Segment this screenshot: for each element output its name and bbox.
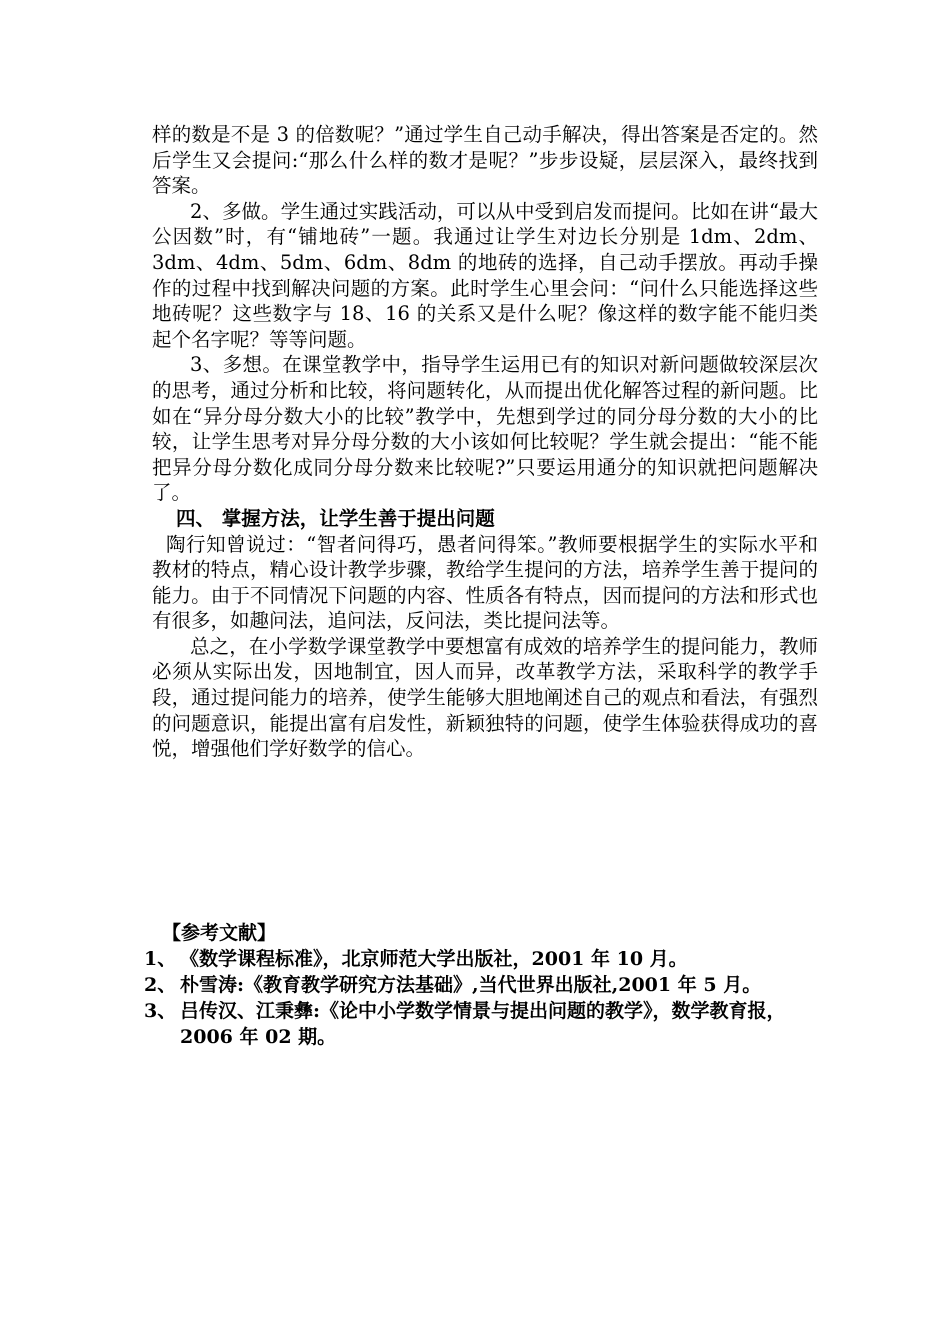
reference-item (144, 946, 824, 972)
reference-item (144, 998, 824, 1050)
references-section (144, 920, 824, 1050)
paragraph-method: 陶行知曾说过：“智者问得巧，愚者问得笨。”教师要根据学生的实际水平和教材的特点，精心设计教学步骤，教给学生提问的方法，培养学生善于提问的能力。由于不同情况下问题的内容、性质各有特点，因而提问的方法和形式也有很多，如趣问法，追问法，反问法，类比提问法等。 (152, 532, 818, 633)
reference-number: 1、 (144, 948, 177, 970)
section-heading-4: 四、 掌握方法，让学生善于提出问题 (176, 506, 495, 530)
body-text (152, 122, 818, 762)
reference-text: 吕传汉、江秉彝:《论中小学数学情景与提出问题的教学》，数学教育报，2006 年 02 期。 (180, 1000, 786, 1048)
reference-text: 朴雪涛:《教育教学研究方法基础》,当代世界出版社,2001 年 5 月。 (180, 974, 762, 996)
paragraph-think-more: 3、多想。在课堂教学中，指导学生运用已有的知识对新问题做较深层次的思考，通过分析和比较，将问题转化，从而提出优化解答过程的新问题。比如在“异分母分数大小的比较”教学中，先想到学过的同分母分数的大小的比较，让学生思考对异分母分数的大小该如何比较呢？学生就会提出：“能不能把异分母分数化成同分母分数来比较呢?”只要运用通分的知识就把问题解决了。 (152, 353, 818, 505)
paragraph-do-more: 2、多做。学生通过实践活动，可以从中受到启发而提问。比如在讲“最大公因数”时，有“铺地砖”一题。我通过让学生对边长分别是 1dm、2dm、3dm、4dm、5dm、6dm、8dm 的地砖的选择，自己动手摆放。再动手操作的过程中找到解决问题的方案。此时学生心里会问：“问什么只能选择这些地砖呢？这些数字与 18、16 的关系又是什么呢？像这样的数字能不能归类起个名字呢？等等问题。 (152, 199, 818, 351)
paragraph-conclusion: 总之，在小学数学课堂教学中要想富有成效的培养学生的提问能力，教师必须从实际出发，因地制宜，因人而异，改革教学方法，采取科学的教学手段，通过提问能力的培养，使学生能够大胆地阐述自己的观点和看法，有强烈的问题意识，能提出富有启发性，新颖独特的问题，使学生体验获得成功的喜悦，增强他们学好数学的信心。 (152, 634, 818, 761)
paragraph-continuation: 样的数是不是 3 的倍数呢？”通过学生自己动手解决，得出答案是否定的。然后学生又会提问:“那么什么样的数才是呢？”步步设疑，层层深入，最终找到答案。 (152, 123, 818, 198)
reference-text: 《数学课程标准》，北京师范大学出版社，2001 年 10 月。 (180, 948, 688, 970)
reference-number: 3、 (144, 1000, 177, 1022)
reference-number: 2、 (144, 974, 177, 996)
references-title: 【参考文献】 (162, 922, 277, 944)
reference-item (144, 972, 824, 998)
